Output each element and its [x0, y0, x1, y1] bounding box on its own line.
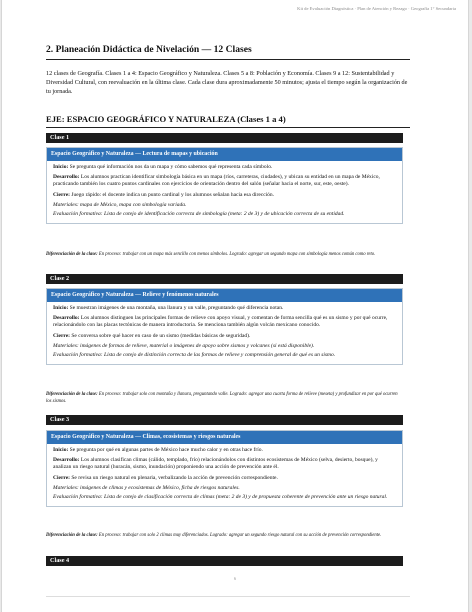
cierre-text: Se conversa sobre qué hacer en caso de un sismo (medidas básicas de seguridad). [70, 332, 251, 339]
desarrollo-text: Los alumnos distinguen las principales formas de relieve con apoyo visual, y comentan de forma sencilla qué es un sismo y por qué ocurre, relacionándolo con las placas tectónicas de manera introductoria. Se menciona también algún volcán mexicano conocido. [53, 315, 388, 329]
intro-paragraph: 12 clases de Geografía. Clases 1 a 4: Espacio Geográfico y Naturaleza. Clases 5 a 8: Población y Economía. Clases 9 a 12: Sustentabilidad y Diversidad Cultural, con reevaluación en la última clase. Cada clase dura aproximadamente 50 minutos; ajusta el tiempo según la organización de tu jornada. [46, 70, 408, 95]
diferenciacion-text: En proceso: trabajar con un mapa más sencillo con menos símbolos. Logrado: agregar un segundo mapa con simbología menos común como reto. [97, 252, 376, 257]
clase-card-title: Espacio Geográfico y Naturaleza — Relieve y fenómenos naturales [47, 289, 402, 302]
diferenciacion-text: En proceso: trabajar con solo 2 climas muy diferenciados. Logrado: agregar un segundo riesgo natural con su acción de prevención correspondiente. [97, 533, 382, 538]
clase-card-body [47, 161, 402, 223]
inicio-label: Inicio: [53, 305, 69, 311]
cierre-label: Cierre: [53, 332, 70, 339]
desarrollo-label: Desarrollo: [53, 315, 80, 322]
evaluacion-text: Evaluación formativa: Lista de cotejo de identificación correcta de simbología (meta: 2 de 3) y de ubicación correcta de su entidad. [53, 211, 345, 218]
cierre-line [53, 475, 396, 482]
materiales-text: Materiales: mapa de México, mapa con simbología variada. [53, 201, 187, 208]
clase-card-body [47, 444, 402, 506]
desarrollo-text: Los alumnos clasifican climas (cálido, templado, frío) relacionándolos con distintos ecosistemas de México (selva, desierto, bosque), y analizan un riesgo natural (huracán, sismo, inundación) proponiendo una acción de prevención ante él. [53, 457, 378, 471]
inicio-label: Inicio: [53, 447, 69, 453]
inicio-text: Se pregunta qué información nos da un mapa y cómo sabemos qué representa cada símbolo. [68, 164, 273, 170]
eje-title: EJE: ESPACIO GEOGRÁFICO Y NATURALEZA (Clases 1 a 4) [46, 114, 286, 124]
running-header: Kit de Evaluación Diagnóstica · Plan de Atención y Rezago · Geografía 1° Secundaria [297, 6, 456, 11]
cierre-text: Juego rápido: el docente indica un punto cardinal y los alumnos señalan hacia esa dirección. [70, 191, 275, 198]
section-title-rule [46, 59, 410, 60]
inicio-line [53, 164, 396, 171]
diferenciacion-note [46, 252, 403, 259]
desarrollo-text: Los alumnos practican identificar simbología básica en un mapa (ríos, carreteras, ciudades), y ubican su entidad en un mapa de México, practicando también los cuatro puntos cardinales con ejercicios de orientación dentro del salón (señalar hacia el norte, sur, este, oeste). [53, 174, 380, 188]
desarrollo-line [53, 174, 396, 188]
inicio-line [53, 447, 396, 454]
cierre-label: Cierre: [53, 474, 70, 481]
clase-card [46, 430, 403, 507]
inicio-text: Se muestran imágenes de una montaña, una llanura y un valle, preguntando qué diferencia notan. [68, 305, 284, 311]
diferenciacion-text: En proceso: trabajar solo con montaña y llanura, preguntando valle. Logrado: agregar una cuarta forma de relieve (meseta) y profundizar en por qué ocurren los sismos. [46, 392, 398, 404]
clase-bar: Clase 1 [46, 133, 403, 143]
clase-card-body [47, 302, 402, 364]
footer-rule [46, 596, 410, 597]
clase-card [46, 288, 403, 365]
materiales-text: Materiales: imágenes de formas de relieve, material o imágenes de apoyo sobre sismos y volcanes (si está disponible). [53, 342, 315, 349]
desarrollo-label: Desarrollo: [53, 174, 80, 181]
desarrollo-label: Desarrollo: [53, 457, 80, 464]
diferenciacion-label: Diferenciación de la clase: [46, 392, 98, 397]
clase-bar: Clase 4 [46, 556, 403, 566]
clase-bar: Clase 3 [46, 415, 403, 425]
diferenciacion-note [46, 533, 403, 540]
desarrollo-line [53, 457, 396, 471]
cierre-line [53, 192, 396, 199]
diferenciacion-label: Diferenciación de la clase: [46, 252, 98, 257]
clase-card [46, 147, 403, 224]
desarrollo-line [53, 315, 396, 329]
inicio-text: Se pregunta por qué en algunas partes de México hace mucho calor y en otras hace frío. [68, 447, 263, 453]
inicio-label: Inicio: [53, 164, 69, 170]
clase-card-title: Espacio Geográfico y Naturaleza — Lectura de mapas y ubicación [47, 148, 402, 161]
evaluacion-text: Evaluación formativa: Lista de cotejo de distinción correcta de las formas de relieve y comprensión general de qué es un sismo. [53, 352, 336, 359]
cierre-line [53, 333, 396, 340]
section-title: 2. Planeación Didáctica de Nivelación — 12 Clases [46, 44, 252, 55]
cierre-label: Cierre: [53, 191, 70, 198]
document-page [1, 0, 469, 612]
diferenciacion-label: Diferenciación de la clase: [46, 533, 98, 538]
clase-bar: Clase 2 [46, 274, 403, 284]
page-number: 6 [233, 576, 237, 581]
materiales-text: Materiales: imágenes de climas y ecosistemas de México, ficha de riesgos naturales. [53, 484, 240, 491]
diferenciacion-note [46, 392, 403, 405]
clase-card-title: Espacio Geográfico y Naturaleza — Climas, ecosistemas y riesgos naturales [47, 431, 402, 444]
cierre-text: Se revisa un riesgo natural en plenaria, verbalizando la acción de prevención correspondiente. [70, 474, 278, 481]
eje-title-rule [46, 127, 410, 128]
inicio-line [53, 305, 396, 312]
evaluacion-text: Evaluación formativa: Lista de cotejo de clasificación correcta de climas (meta: 2 de 3) y de propuesta coherente de prevención ante un riesgo natural. [53, 494, 388, 501]
